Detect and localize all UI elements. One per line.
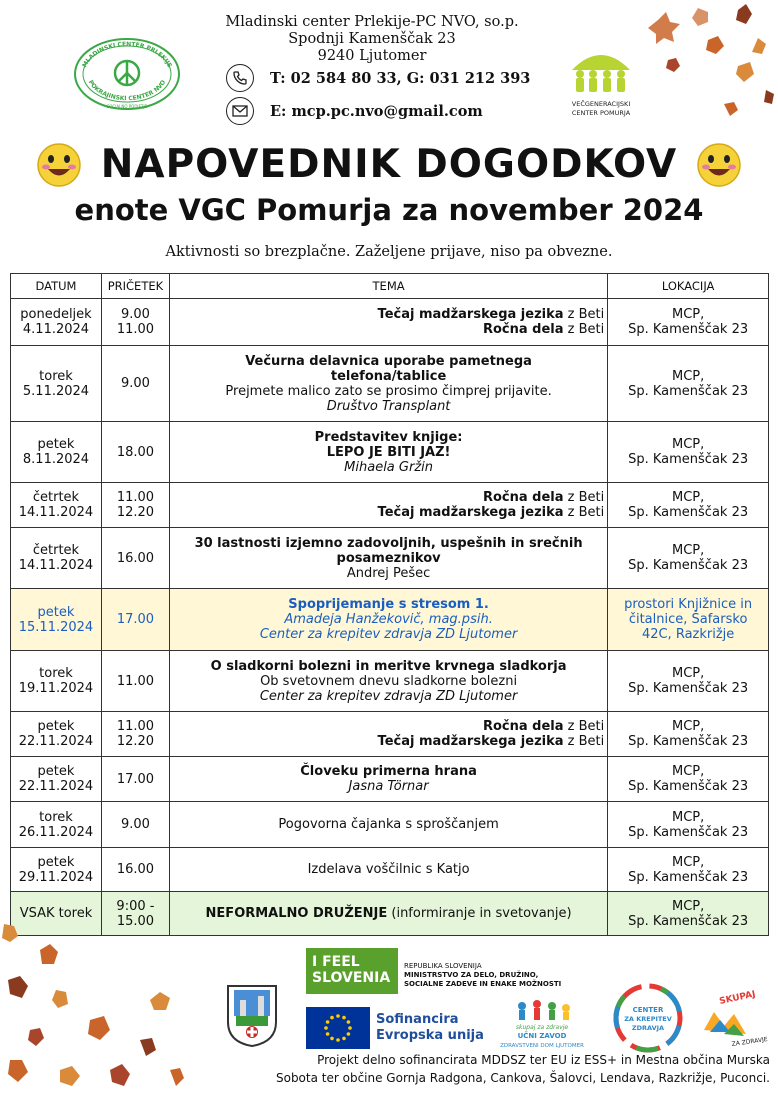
event-date: 14.11.2024 [18, 558, 94, 573]
event-title: Človeku primerna hrana [300, 764, 477, 779]
event-time: 12.20 [116, 505, 155, 520]
ministry-logo [404, 962, 574, 989]
event-title: 30 lastnosti izjemno zadovoljnih, uspešnih in srečnih posameznikov [194, 535, 583, 566]
event-host: Jasna Törnar [348, 779, 429, 794]
table-row [11, 483, 769, 528]
event-location: MCP, [671, 543, 705, 558]
ministry-line1: REPUBLIKA SLOVENIJA [404, 962, 482, 970]
event-location: Sp. Kamenščak 23 [628, 779, 749, 794]
event-host: z Beti [563, 719, 605, 734]
phone-row [226, 64, 556, 92]
event-time: 9.00 [120, 817, 150, 832]
eu-cofunding-text [376, 1012, 484, 1044]
event-location: MCP, [671, 898, 705, 914]
uzd-line1: skupaj za zdravje [515, 1024, 569, 1031]
event-title: Večurna delavnica uporabe pametnega telefona/tablice [245, 353, 532, 384]
event-day: petek [37, 719, 75, 734]
event-location: MCP, [671, 368, 705, 384]
header-location: LOKACIJA [608, 274, 769, 299]
event-title: Ročna dela [482, 490, 564, 505]
uzd-line2: UČNI ZAVOD [517, 1032, 567, 1040]
event-time: 11.00 [116, 322, 155, 337]
event-time: 18.00 [116, 444, 155, 460]
funding-note-line2: Sobota ter občine Gornja Radgona, Cankova, Šalovci, Lendava, Razkrižje, Puconci. [275, 1071, 770, 1085]
event-title: NEFORMALNO DRUŽENJE [205, 906, 388, 921]
event-time: 16.00 [116, 550, 155, 566]
event-title: Ročna dela [482, 322, 564, 337]
event-date: 14.11.2024 [18, 505, 94, 520]
ckz-logo [612, 982, 684, 1054]
event-location: Sp. Kamenščak 23 [628, 681, 749, 696]
table-row [11, 848, 769, 892]
table-row [11, 712, 769, 757]
vgc-logo-line1: VEČGENERACIJSKI [571, 100, 631, 108]
event-location: Sp. Kamenščak 23 [628, 869, 749, 885]
event-location: MCP, [671, 307, 705, 322]
event-day: četrtek [32, 490, 80, 505]
event-time: 9.00 [120, 376, 150, 391]
i-feel-slovenia-logo [306, 948, 398, 994]
event-title: Tečaj madžarskega jezika [377, 734, 564, 749]
event-time: 12.20 [116, 734, 155, 749]
phone-icon [226, 64, 254, 92]
event-day: VSAK torek [19, 906, 93, 921]
event-title: Spoprijemanje s stresom 1. [288, 597, 489, 612]
event-date: 26.11.2024 [18, 824, 94, 840]
event-day: petek [37, 437, 75, 452]
skupaj-line1: SKUPAJ [718, 989, 757, 1007]
ckz-line1: CENTER [632, 1006, 664, 1014]
event-date: 22.11.2024 [18, 734, 94, 749]
ifeel-line1: I FEEL [312, 954, 360, 970]
event-time: 11.00 [116, 490, 155, 505]
event-host: z Beti [563, 307, 605, 322]
event-day: torek [39, 368, 73, 384]
contact-address [222, 14, 522, 65]
municipality-crest [226, 982, 278, 1048]
table-row [11, 299, 769, 346]
logo-left-bottom-text: POKRAJINSKI CENTER NVO [86, 79, 168, 103]
event-title: O sladkorni bolezni in meritve krvnega sladkorja [210, 658, 567, 674]
event-location: 42C, Razkrižje [641, 627, 735, 642]
event-time: 15.00 [116, 913, 155, 929]
table-header-row [11, 274, 769, 299]
event-day: torek [39, 809, 73, 825]
table-row [11, 422, 769, 483]
org-name: Mladinski center Prlekije-PC NVO, so.p. [225, 14, 519, 30]
event-note: Prejmete malico zato se prosimo čimprej prijavite. [225, 383, 552, 399]
event-title: Tečaj madžarskega jezika [377, 307, 564, 322]
event-time: 9.00 [120, 307, 150, 322]
ministry-line2: MINISTRSTVO ZA DELO, DRUŽINO, [404, 971, 539, 979]
event-location: Sp. Kamenščak 23 [628, 558, 749, 573]
event-title: Predstavitev knjige: [314, 429, 463, 445]
zd-ljutomer-logo [492, 996, 592, 1052]
events-table [10, 273, 769, 936]
eu-line1: Sofinancira [376, 1012, 459, 1027]
event-day: torek [39, 666, 73, 681]
event-location: Sp. Kamenščak 23 [628, 383, 749, 399]
info-note: Aktivnosti so brezplačne. Zaželjene prijave, niso pa obvezne. [165, 244, 613, 260]
skupaj-za-zdravje-logo [690, 989, 769, 1050]
event-location: Sp. Kamenščak 23 [628, 452, 749, 467]
event-time: 11.00 [116, 719, 155, 734]
event-date: 15.11.2024 [18, 619, 94, 635]
vgc-logo [566, 40, 636, 120]
table-row-highlighted [11, 589, 769, 651]
skupaj-line2: ZA ZDRAVJE [731, 1036, 769, 1048]
mcp-logo [72, 36, 182, 112]
event-location: MCP, [671, 809, 705, 825]
event-title: Pogovorna čajanka s sproščanjem [278, 817, 499, 832]
event-location: MCP, [671, 437, 705, 452]
event-time: 16.00 [116, 862, 155, 877]
vgc-logo-line2: CENTER POMURJA [571, 109, 631, 117]
event-day: petek [37, 854, 75, 870]
logo-left-top-text: MLADINSKI CENTER PRLEKIJE [81, 40, 173, 69]
eu-flag-icon [306, 1007, 370, 1049]
table-row [11, 651, 769, 712]
event-location: MCP, [671, 854, 705, 870]
event-date: 22.11.2024 [18, 779, 94, 794]
ifeel-line2: SLOVENIA [312, 970, 391, 986]
autumn-leaves-decoration-top [638, 0, 778, 130]
event-location: Sp. Kamenščak 23 [628, 505, 749, 520]
event-title: LEPO JE BITI JAZ! [326, 444, 451, 460]
event-title: Tečaj madžarskega jezika [377, 505, 564, 520]
event-day: ponedeljek [20, 307, 92, 322]
event-title: Ročna dela [482, 719, 564, 734]
smiley-icon-right [696, 142, 742, 188]
eu-line2: Evropska unija [376, 1028, 484, 1043]
envelope-icon [226, 97, 254, 125]
ministry-line3: SOCIALNE ZADEVE IN ENAKE MOŽNOSTI [404, 980, 562, 988]
event-note: (informiranje in svetovanje) [387, 906, 572, 921]
event-time: 11.00 [116, 673, 155, 689]
table-row [11, 528, 769, 589]
event-day: petek [37, 604, 75, 620]
event-location: Sp. Kamenščak 23 [628, 913, 749, 929]
event-date: 8.11.2024 [22, 452, 90, 467]
event-location: MCP, [671, 666, 705, 681]
event-date: 4.11.2024 [22, 322, 90, 337]
address-street: Spodnji Kamenščak 23 [288, 31, 456, 47]
event-host-org: Center za krepitev zdravja ZD Ljutomer [259, 627, 518, 642]
ckz-line2: ZA KREPITEV [624, 1015, 672, 1023]
table-row [11, 802, 769, 848]
uzd-line3: ZDRAVSTVENI DOM LJUTOMER [500, 1043, 584, 1049]
page-subtitle: enote VGC Pomurja za november 2024 [74, 193, 704, 227]
email-text: E: mcp.pc.nvo@gmail.com [270, 102, 483, 120]
autumn-leaves-decoration-bottom [0, 920, 200, 1100]
table-row [11, 757, 769, 802]
event-host: Andrej Pešec [346, 565, 431, 581]
event-location: Sp. Kamenščak 23 [628, 734, 749, 749]
event-note: Ob svetovnem dnevu sladkorne bolezni [260, 673, 518, 689]
event-time: 17.00 [116, 771, 155, 787]
funding-note-line1: Projekt delno sofinancirata MDDSZ ter EU iz ESS+ in Mestna občina Murska [317, 1053, 770, 1067]
event-location: MCP, [671, 719, 705, 734]
event-day: petek [37, 764, 75, 779]
event-host: z Beti [563, 734, 605, 749]
event-location: Sp. Kamenščak 23 [628, 824, 749, 840]
event-host: Mihaela Gržin [344, 459, 433, 475]
email-row [226, 97, 556, 125]
event-host: z Beti [563, 490, 605, 505]
event-date: 5.11.2024 [22, 383, 90, 399]
event-title: Izdelava voščilnic s Katjo [307, 862, 470, 877]
event-date: 29.11.2024 [18, 869, 94, 885]
header-start: PRIČETEK [101, 274, 169, 299]
event-location: prostori Knjižnice in [624, 597, 753, 612]
event-host: z Beti [563, 322, 605, 337]
event-location: čitalnice, Šafarsko [628, 612, 748, 627]
event-time: 17.00 [116, 612, 155, 627]
ckz-line3: ZDRAVJA [631, 1024, 665, 1032]
event-day: četrtek [32, 543, 80, 558]
event-date: 19.11.2024 [18, 681, 94, 696]
logo-left-small-text: SOCIALNO PODJETJE [106, 104, 148, 109]
page-title: NAPOVEDNIK DOGODKOV [100, 142, 678, 187]
event-host: Društvo Transplant [326, 398, 451, 414]
event-host: Amadeja Hanžekovič, mag.psih. [284, 612, 493, 627]
funding-note [260, 1051, 770, 1087]
event-host: z Beti [563, 505, 605, 520]
phone-text: T: 02 584 80 33, G: 031 212 393 [270, 69, 531, 87]
header-date: DATUM [11, 274, 102, 299]
event-location: MCP, [671, 764, 705, 779]
event-location: Sp. Kamenščak 23 [628, 322, 749, 337]
header-topic: TEMA [169, 274, 607, 299]
table-row [11, 346, 769, 422]
event-host: Center za krepitev zdravja ZD Ljutomer [259, 688, 518, 704]
event-time: 9:00 - [116, 898, 155, 914]
event-location: MCP, [671, 490, 705, 505]
address-city: 9240 Ljutomer [317, 48, 427, 64]
